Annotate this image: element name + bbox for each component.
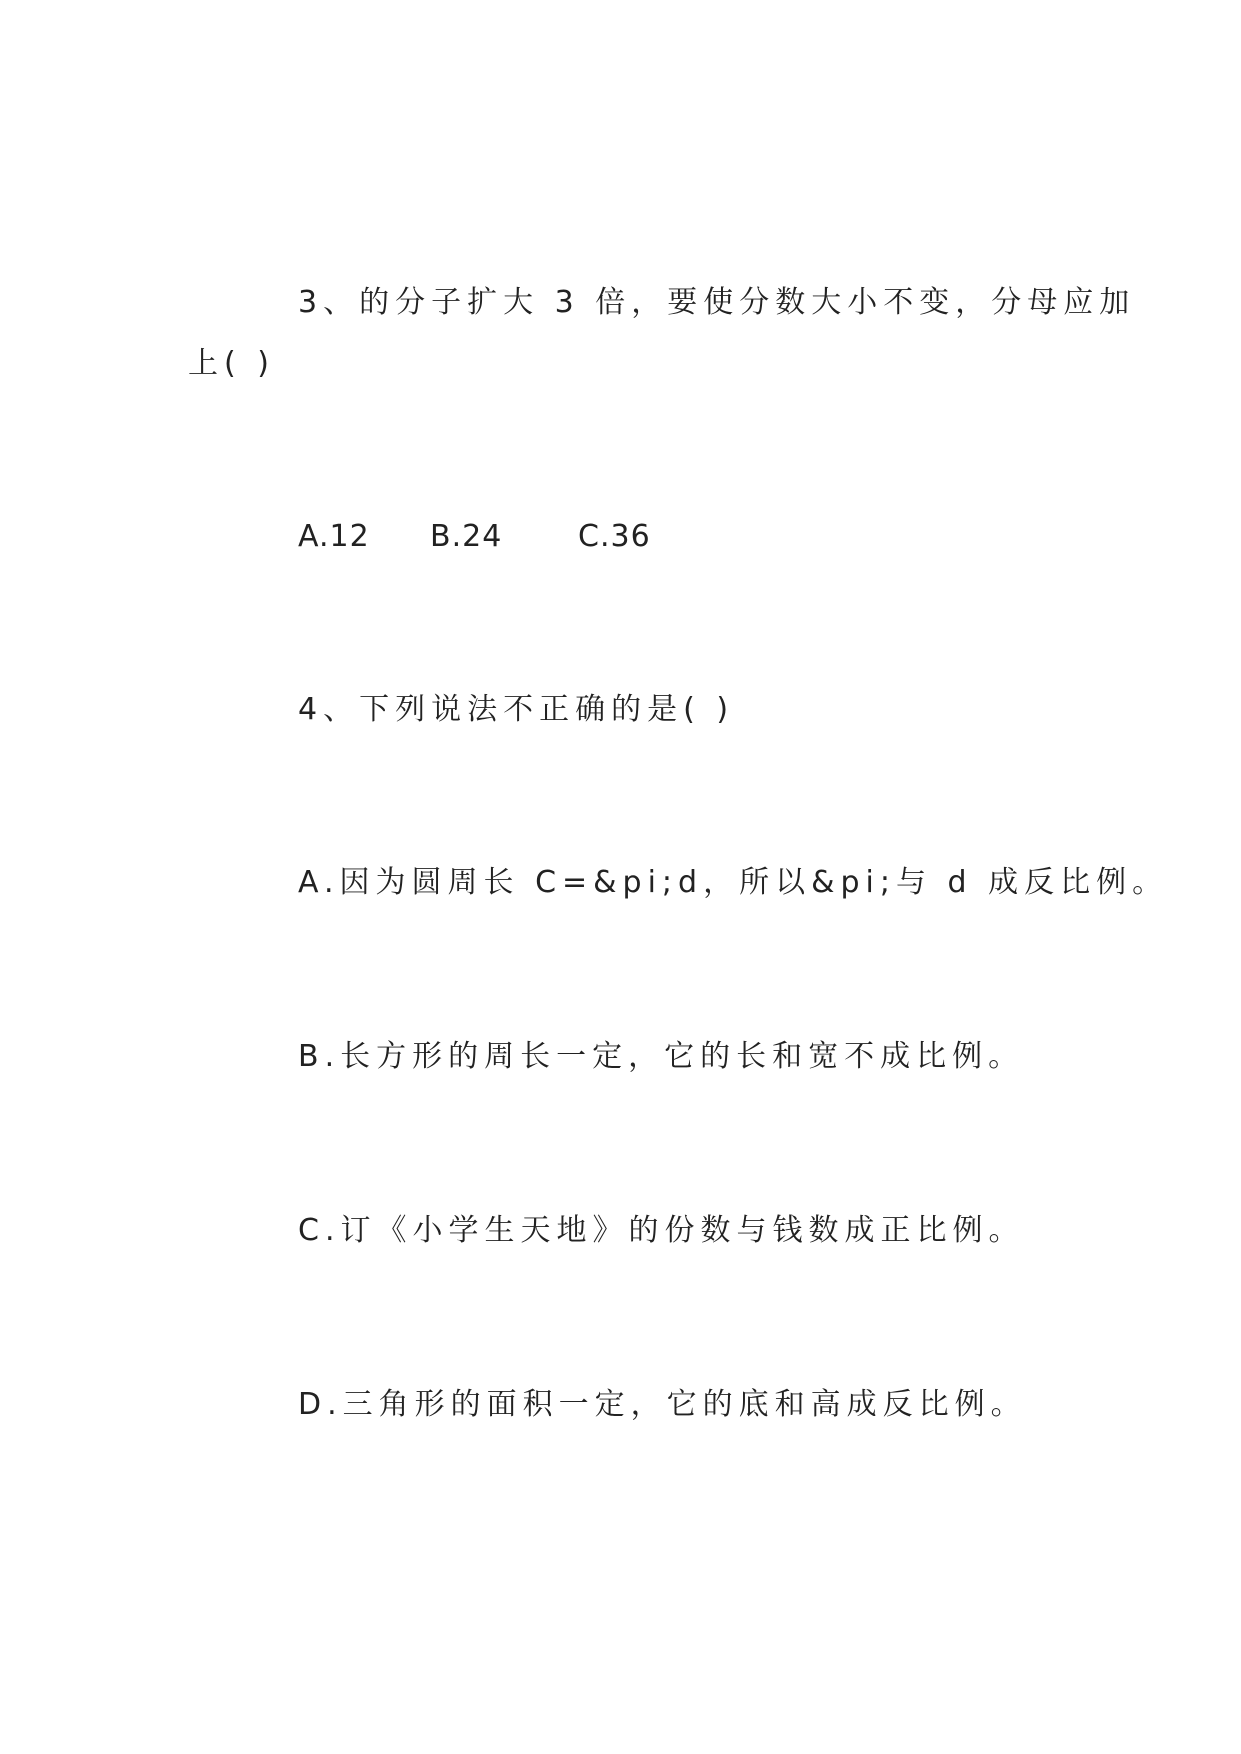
question-4-option-a: A.因为圆周长 C=&pi;d，所以&pi;与 d 成反比例。: [298, 865, 1169, 900]
question-3-option-a: A.12: [298, 519, 370, 554]
question-4-stem: 4、下列说法不正确的是( ): [298, 692, 735, 727]
question-3-options: [298, 517, 651, 557]
question-4-option-b: B.长方形的周长一定，它的长和宽不成比例。: [298, 1039, 1025, 1074]
question-4-option-d: D.三角形的面积一定，它的底和高成反比例。: [298, 1387, 1027, 1422]
question-4-option-c: C.订《小学生天地》的份数与钱数成正比例。: [298, 1213, 1025, 1248]
question-3-stem-line-2: 上( ): [188, 346, 275, 381]
question-3-option-b: B.24: [430, 519, 503, 554]
question-3-stem-line-1: 3、的分子扩大 3 倍，要使分数大小不变，分母应加: [298, 285, 1136, 320]
question-3-option-c: C.36: [578, 519, 651, 554]
